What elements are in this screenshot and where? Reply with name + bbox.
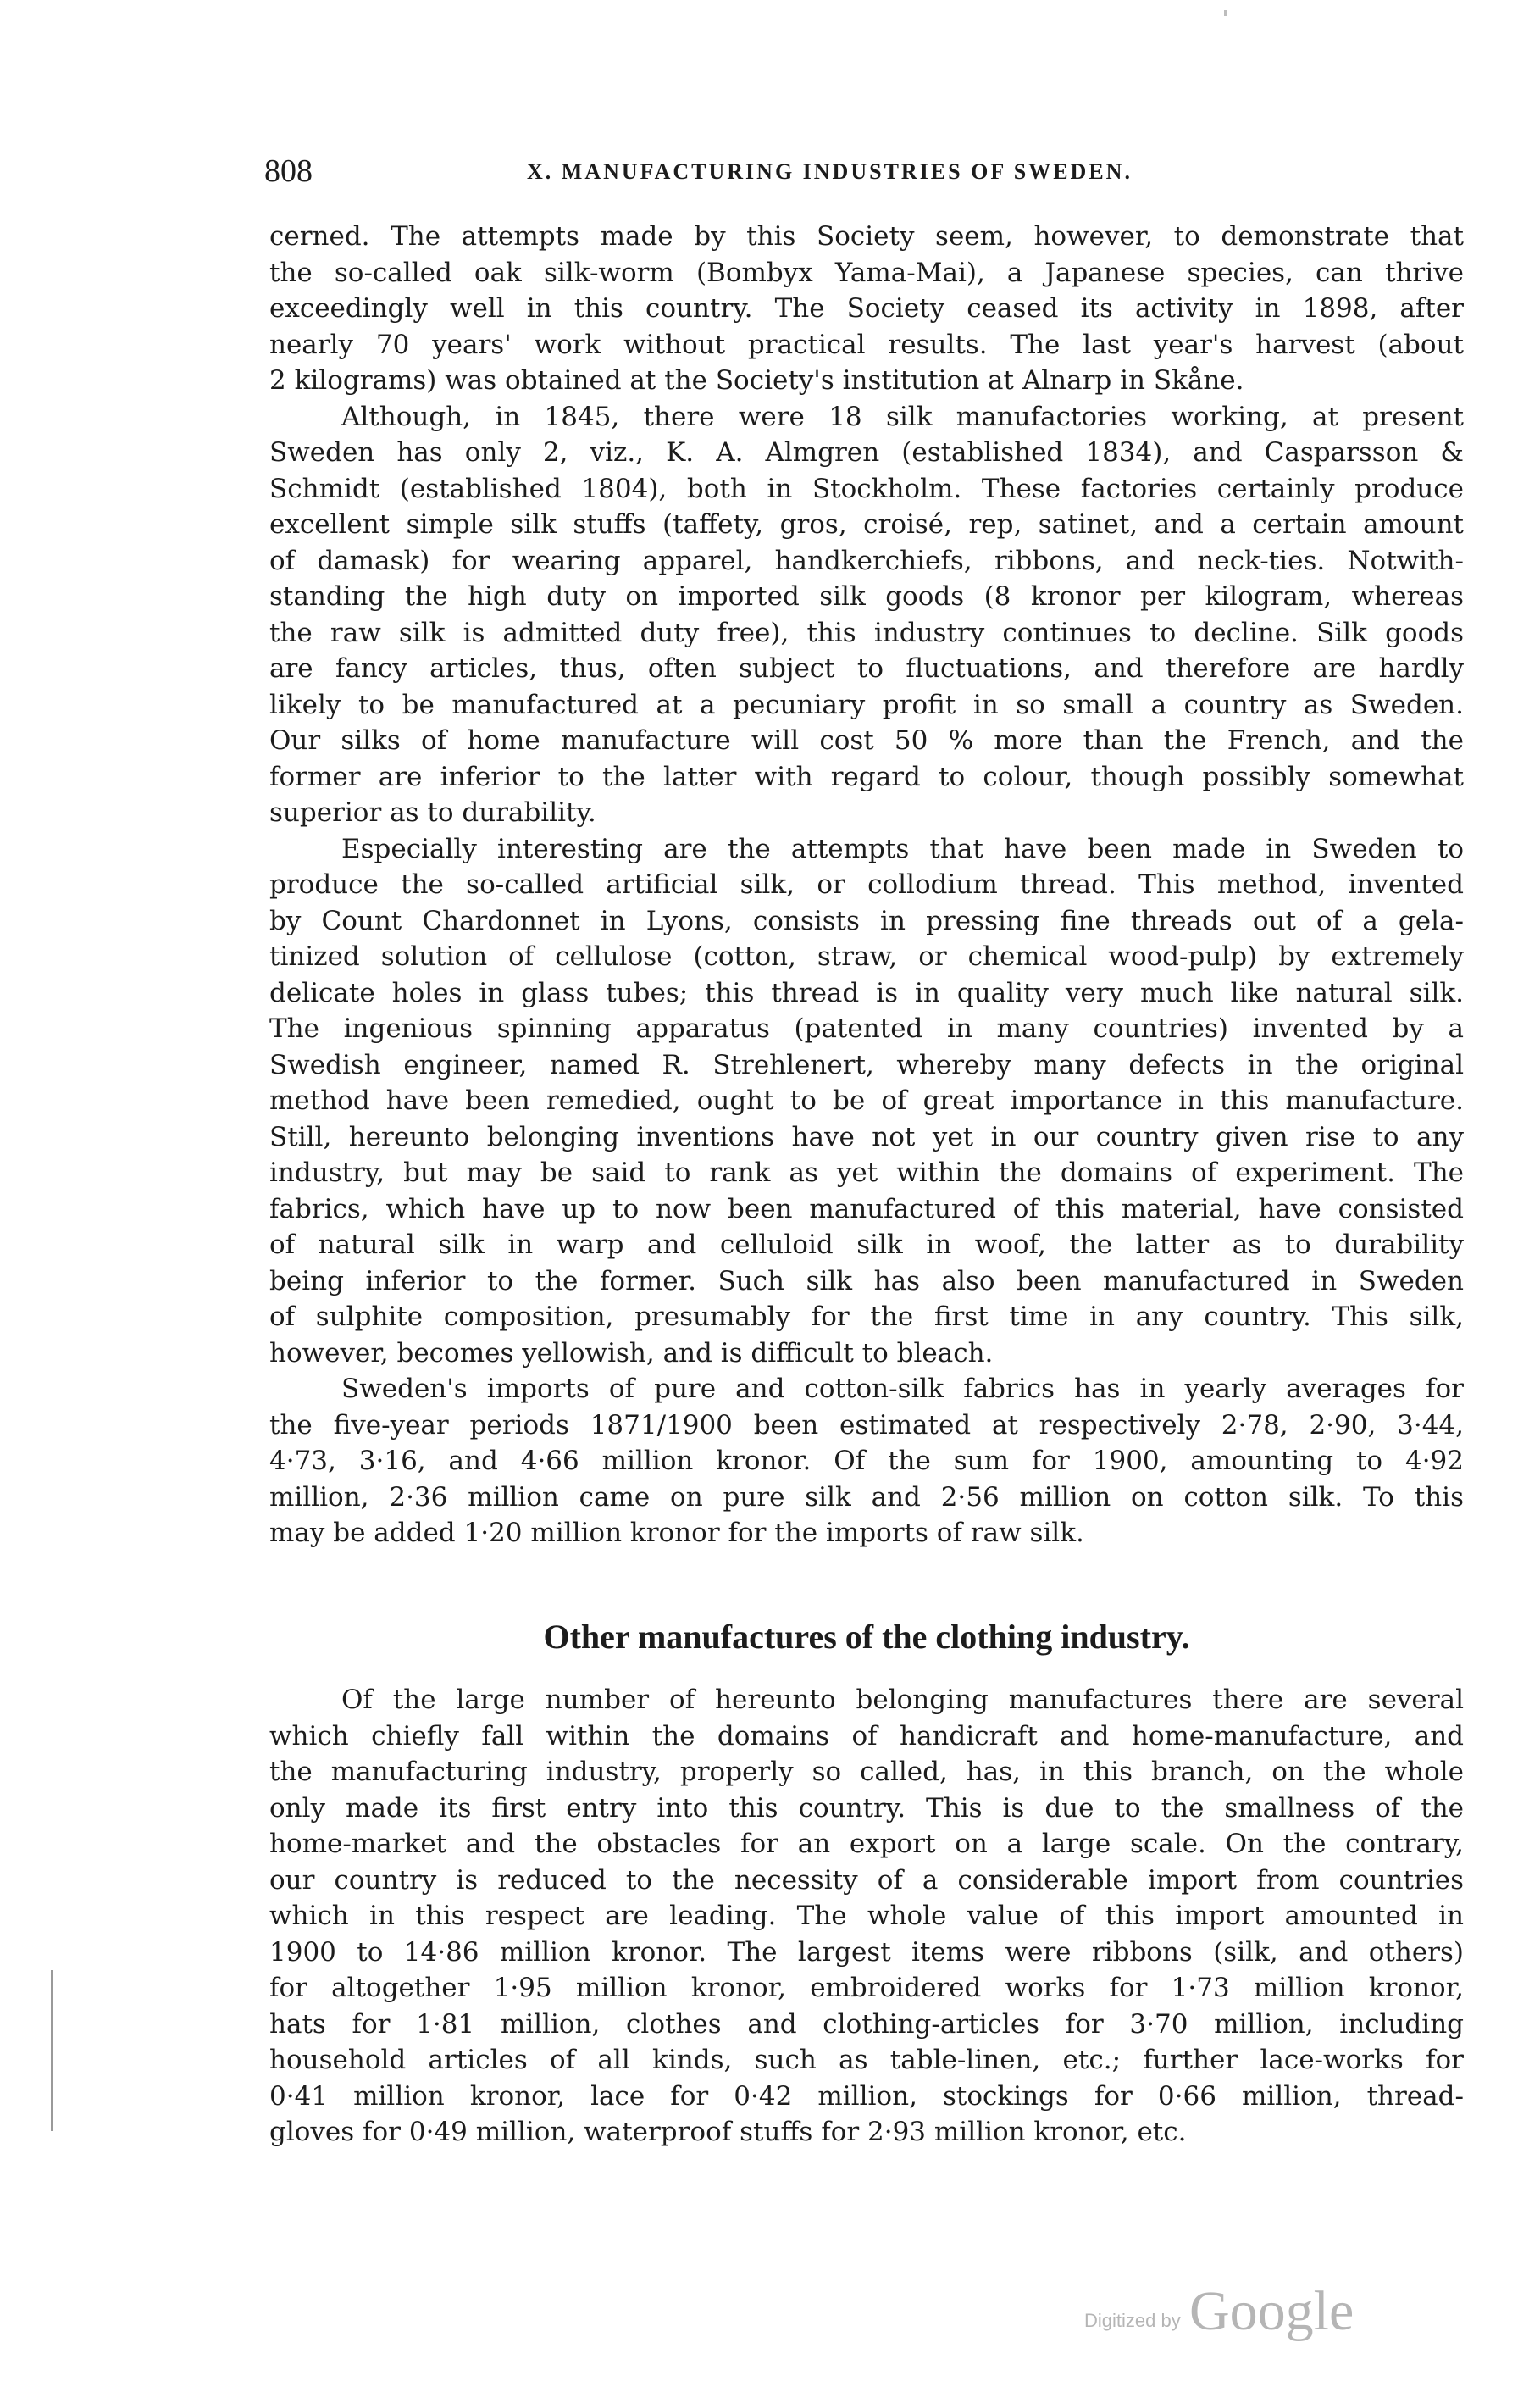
text-line: standing the high duty on imported silk goods (8 kronor per kilogram, whereas (269, 581, 1464, 612)
text-line: million, 2·36 million came on pure silk and 2·56 million on cotton silk. To this (269, 1481, 1464, 1513)
body-text-section-2 (269, 1682, 1464, 2151)
text-line: the five-year periods 1871/1900 been estimated at respectively 2·78, 2·90, 3·44, (269, 1409, 1464, 1440)
scan-speck (1224, 10, 1227, 16)
text-line: cerned. The attempts made by this Society seem, however, to demonstrate that (269, 221, 1464, 252)
google-logo: Google (1189, 2280, 1354, 2342)
text-line: produce the so-called artificial silk, or collodium thread. This method, invented (269, 869, 1464, 900)
running-head: X. MANUFACTURING INDUSTRIES OF SWEDEN. (527, 159, 1133, 184)
digitized-by-label: Digitized by (1084, 2310, 1181, 2331)
text-line: Schmidt (established 1804), both in Stockholm. These factories certainly produce (269, 473, 1464, 504)
text-line: Especially interesting are the attempts that have been made in Sweden to (341, 833, 1464, 864)
text-line: which chiefly fall within the domains of handicraft and home-manufacture, and (269, 1720, 1464, 1751)
text-line: for altogether 1·95 million kronor, embroidered works for 1·73 million kronor, (269, 1973, 1464, 2003)
text-line: former are inferior to the latter with regard to colour, though possibly somewhat (269, 761, 1464, 792)
page-number: 808 (264, 153, 313, 189)
section-heading: Other manufactures of the clothing industry. (543, 1618, 1190, 1656)
text-line: may be added 1·20 million kronor for the imports of raw silk. (269, 1518, 1084, 1548)
text-line: delicate holes in glass tubes; this thread is in quality very much like natural silk. (269, 977, 1464, 1008)
text-line: Sweden's imports of pure and cotton-silk fabrics has in yearly averages for (341, 1374, 1464, 1404)
text-line: likely to be manufactured at a pecuniary profit in so small a country as Sweden. (269, 689, 1464, 720)
text-line: hats for 1·81 million, clothes and clothing-articles for 3·70 million, including (269, 2008, 1464, 2040)
text-line: the so-called oak silk-worm (Bombyx Yama-Mai), a Japanese species, can thrive (269, 257, 1464, 288)
text-line: home-market and the obstacles for an export on a large scale. On the contrary, (269, 1829, 1464, 1859)
text-line: method have been remedied, ought to be of great importance in this manufacture. (269, 1085, 1464, 1116)
text-line: Sweden has only 2, viz., K. A. Almgren (established 1834), and Casparsson & (269, 437, 1464, 468)
body-text-section-1 (269, 219, 1464, 1551)
text-line: tinized solution of cellulose (cotton, straw, or chemical wood-pulp) by extremely (269, 941, 1464, 972)
text-line: the manufacturing industry, properly so called, has, in this branch, on the whole (269, 1757, 1464, 1787)
text-line: however, becomes yellowish, and is difficult to bleach. (269, 1337, 994, 1368)
text-line: nearly 70 years' work without practical results. The last year's harvest (about (269, 329, 1464, 360)
text-line: Although, in 1845, there were 18 silk manufactories working, at present (341, 401, 1464, 432)
text-line: which in this respect are leading. The whole value of this import amounted in (269, 1901, 1464, 1931)
text-line: gloves for 0·49 million, waterproof stuffs for 2·93 million kronor, etc. (269, 2117, 1187, 2147)
text-line: excellent simple silk stuffs (taffety, gros, croisé, rep, satinet, and a certain amount (269, 509, 1464, 540)
text-line: are fancy articles, thus, often subject to fluctuations, and therefore are hardly (269, 653, 1464, 684)
text-line: being inferior to the former. Such silk has also been manufactured in Sweden (269, 1265, 1464, 1296)
margin-scan-line (51, 1970, 53, 2131)
text-line: of sulphite composition, presumably for the first time in any country. This silk, (269, 1302, 1464, 1332)
text-line: exceedingly well in this country. The Society ceased its activity in 1898, after (269, 293, 1464, 324)
text-line: superior as to durability. (269, 797, 596, 828)
text-line: the raw silk is admitted duty free), this industry continues to decline. Silk goods (269, 617, 1464, 648)
text-line: of damask) for wearing apparel, handkerchiefs, ribbons, and neck-ties. Notwith- (269, 545, 1464, 576)
text-line: 0·41 million kronor, lace for 0·42 million, stockings for 0·66 million, thread- (269, 2080, 1464, 2112)
page-header (264, 153, 1467, 195)
text-line: Swedish engineer, named R. Strehlenert, whereby many defects in the original (269, 1049, 1464, 1080)
text-line: 4·73, 3·16, and 4·66 million kronor. Of the sum for 1900, amounting to 4·92 (269, 1446, 1464, 1476)
text-line: by Count Chardonnet in Lyons, consists in pressing fine threads out of a gela- (269, 905, 1464, 936)
text-line: Our silks of home manufacture will cost 50 % more than the French, and the (269, 725, 1464, 756)
digitized-watermark (1084, 2279, 1372, 2347)
text-line: Still, hereunto belonging inventions have not yet in our country given rise to any (269, 1121, 1464, 1152)
text-line: fabrics, which have up to now been manufactured of this material, have consisted (269, 1193, 1464, 1224)
text-line: The ingenious spinning apparatus (patented in many countries) invented by a (269, 1013, 1464, 1044)
text-line: household articles of all kinds, such as table-linen, etc.; further lace-works for (269, 2045, 1464, 2075)
text-line: 2 kilograms) was obtained at the Society's institution at Alnarp in Skåne. (269, 365, 1244, 396)
text-line: Of the large number of hereunto belonging manufactures there are several (341, 1685, 1464, 1715)
text-line: industry, but may be said to rank as yet within the domains of experiment. The (269, 1157, 1464, 1188)
text-line: only made its first entry into this country. This is due to the smallness of the (269, 1792, 1464, 1823)
text-line: of natural silk in warp and celluloid silk in woof, the latter as to durability (269, 1230, 1464, 1260)
text-line: 1900 to 14·86 million kronor. The largest items were ribbons (silk, and others) (269, 1936, 1464, 1968)
text-line: our country is reduced to the necessity of a considerable import from countries (269, 1864, 1464, 1896)
